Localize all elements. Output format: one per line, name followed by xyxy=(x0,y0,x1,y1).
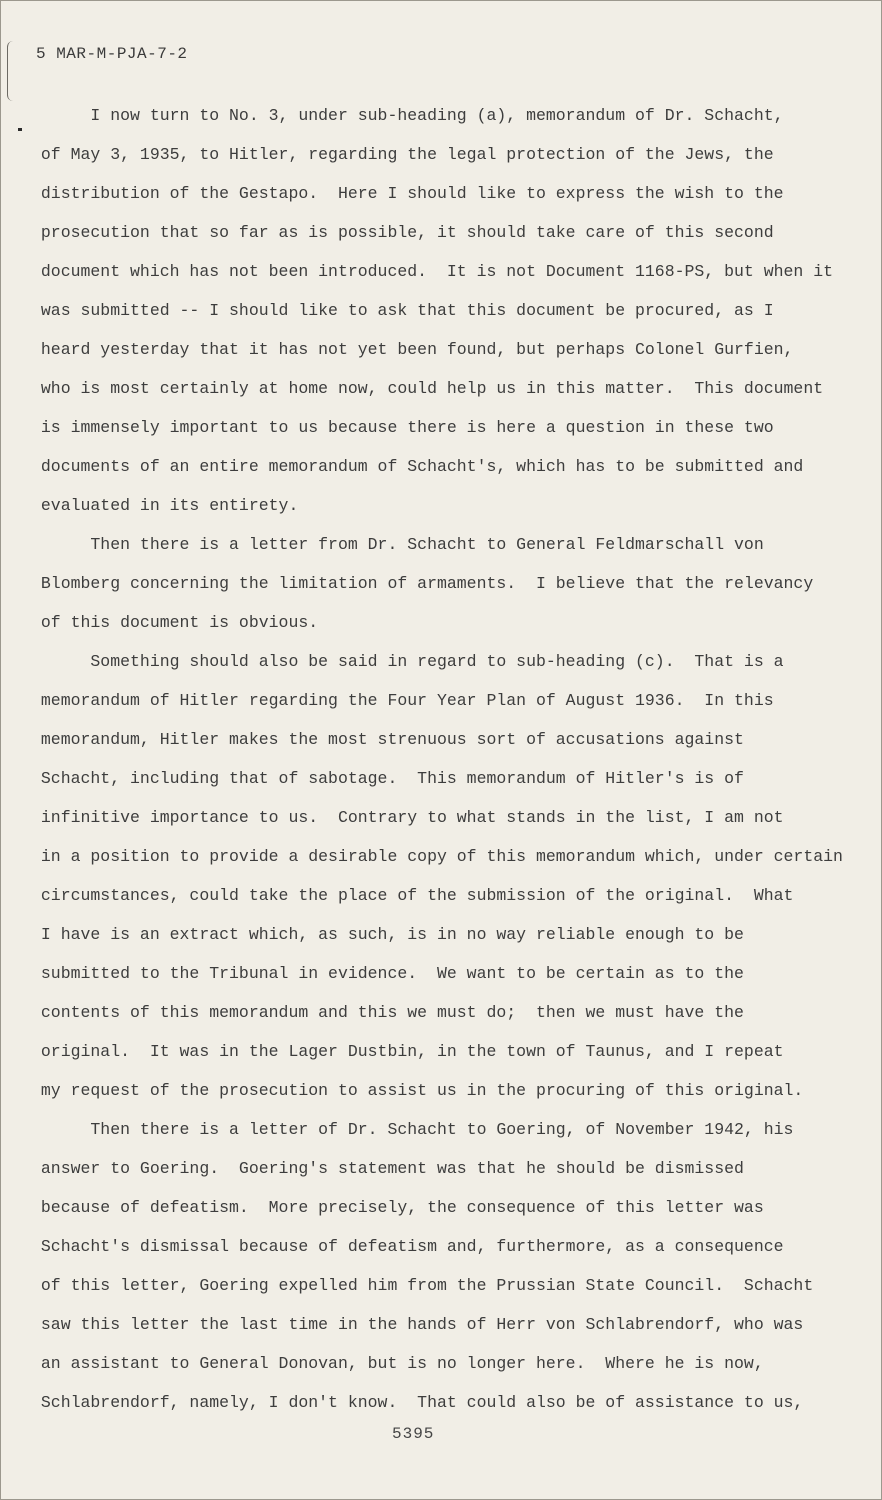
document-header: 5 MAR-M-PJA-7-2 xyxy=(36,45,188,63)
text-line: I have is an extract which, as such, is in no way reliable enough to be xyxy=(31,925,744,944)
text-line: Schacht, including that of sabotage. This memorandum of Hitler's is of xyxy=(31,769,744,788)
text-line: documents of an entire memorandum of Schacht's, which has to be submitted and xyxy=(31,457,804,476)
text-line: infinitive importance to us. Contrary to what stands in the list, I am not xyxy=(31,808,784,827)
text-line: answer to Goering. Goering's statement was that he should be dismissed xyxy=(31,1159,744,1178)
text-line: of this letter, Goering expelled him from the Prussian State Council. Schacht xyxy=(31,1276,814,1295)
text-line: saw this letter the last time in the hands of Herr von Schlabrendorf, who was xyxy=(31,1315,804,1334)
document-body xyxy=(31,96,861,1422)
text-line: heard yesterday that it has not yet been found, but perhaps Colonel Gurfien, xyxy=(31,340,794,359)
text-line: prosecution that so far as is possible, it should take care of this second xyxy=(31,223,774,242)
text-line: was submitted -- I should like to ask that this document be procured, as I xyxy=(31,301,774,320)
text-line: Then there is a letter from Dr. Schacht to General Feldmarschall von xyxy=(31,535,764,554)
text-line: I now turn to No. 3, under sub-heading (a), memorandum of Dr. Schacht, xyxy=(31,106,784,125)
text-line: an assistant to General Donovan, but is no longer here. Where he is now, xyxy=(31,1354,764,1373)
text-line: contents of this memorandum and this we must do; then we must have the xyxy=(31,1003,744,1022)
text-line: distribution of the Gestapo. Here I should like to express the wish to the xyxy=(31,184,784,203)
text-line: Something should also be said in regard to sub-heading (c). That is a xyxy=(31,652,784,671)
text-line: Blomberg concerning the limitation of armaments. I believe that the relevancy xyxy=(31,574,814,593)
text-line: submitted to the Tribunal in evidence. We want to be certain as to the xyxy=(31,964,744,983)
text-line: Then there is a letter of Dr. Schacht to Goering, of November 1942, his xyxy=(31,1120,794,1139)
text-line: because of defeatism. More precisely, the consequence of this letter was xyxy=(31,1198,764,1217)
text-line: of this document is obvious. xyxy=(31,613,319,632)
text-line: of May 3, 1935, to Hitler, regarding the legal protection of the Jews, the xyxy=(31,145,774,164)
text-line: Schlabrendorf, namely, I don't know. That could also be of assistance to us, xyxy=(31,1393,804,1412)
binding-mark xyxy=(7,41,18,101)
ink-mark xyxy=(18,128,22,131)
text-line: memorandum, Hitler makes the most strenuous sort of accusations against xyxy=(31,730,744,749)
text-line: who is most certainly at home now, could help us in this matter. This document xyxy=(31,379,824,398)
text-line: circumstances, could take the place of the submission of the original. What xyxy=(31,886,794,905)
text-line: evaluated in its entirety. xyxy=(31,496,299,515)
text-line: memorandum of Hitler regarding the Four Year Plan of August 1936. In this xyxy=(31,691,774,710)
page-number: 5395 xyxy=(392,1425,435,1443)
text-line: Schacht's dismissal because of defeatism and, furthermore, as a consequence xyxy=(31,1237,784,1256)
text-line: in a position to provide a desirable copy of this memorandum which, under certain xyxy=(31,847,843,866)
text-line: my request of the prosecution to assist us in the procuring of this original. xyxy=(31,1081,804,1100)
text-line: document which has not been introduced. It is not Document 1168-PS, but when it xyxy=(31,262,834,281)
text-line: is immensely important to us because there is here a question in these two xyxy=(31,418,774,437)
text-line: original. It was in the Lager Dustbin, in the town of Taunus, and I repeat xyxy=(31,1042,784,1061)
